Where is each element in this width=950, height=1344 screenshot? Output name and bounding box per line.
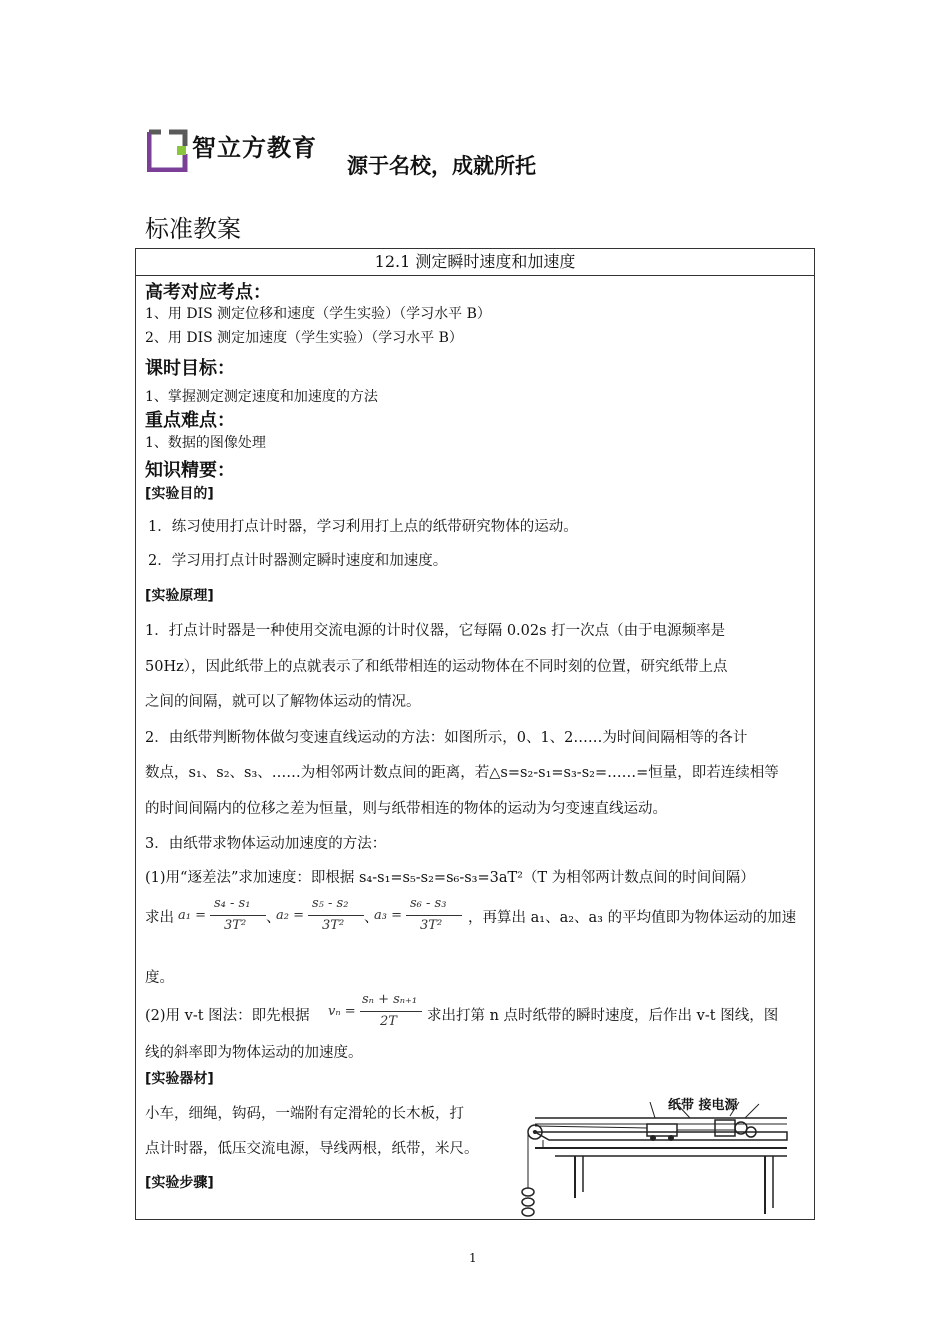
purpose-item: 2．学习用打点计时器测定瞬时速度和加速度。 bbox=[148, 553, 448, 569]
equipment-line: 点计时器，低压交流电源，导线两根，纸带，米尺。 bbox=[145, 1141, 479, 1157]
knowledge-heading: 知识精要： bbox=[145, 460, 235, 481]
goal-heading: 课时目标： bbox=[145, 358, 235, 379]
apparatus-figure bbox=[515, 1088, 795, 1220]
method2-suffix: 求出打第 n 点时纸带的瞬时速度，后作出 v-t 图线，图 bbox=[427, 1008, 779, 1024]
principle-p2-line: 的时间间隔内的位移之差为恒量，则与纸带相连的物体的运动为匀变速直线运动。 bbox=[145, 801, 667, 817]
formula-vn-num: sₙ + sₙ₊₁ bbox=[362, 992, 418, 1007]
slogan: 源于名校，成就所托 bbox=[347, 154, 536, 178]
formula-a2-den: 3T² bbox=[322, 918, 345, 933]
method2-line2: 线的斜率即为物体运动的加速度。 bbox=[145, 1045, 363, 1061]
logo-text: 智立方教育 bbox=[192, 134, 317, 162]
method1-prefix: 求出 bbox=[145, 910, 174, 926]
equipment-line: 小车，细绳，钩码，一端附有定滑轮的长木板，打 bbox=[145, 1106, 464, 1122]
figure-labels: 纸带 接电源 bbox=[668, 1098, 738, 1113]
formula-vn bbox=[328, 992, 424, 1036]
goal-item: 1、掌握测定测定速度和加速度的方法 bbox=[145, 389, 378, 405]
purpose-item: 1．练习使用打点计时器，学习利用打上点的纸带研究物体的运动。 bbox=[148, 519, 578, 535]
principle-p3: 3．由纸带求物体运动加速度的方法： bbox=[145, 836, 387, 852]
formula-sep: 、 bbox=[266, 910, 281, 926]
formula-a2 bbox=[276, 896, 366, 940]
steps-heading: [实验步骤] bbox=[145, 1175, 214, 1191]
principle-p1-line: 50Hz），因此纸带上的点就表示了和纸带相连的运动物体在不同时刻的位置，研究纸带上点 bbox=[145, 659, 728, 675]
method1-end: 度。 bbox=[145, 970, 174, 986]
formula-a3-den: 3T² bbox=[420, 918, 443, 933]
purpose-heading: [实验目的] bbox=[145, 486, 214, 502]
key-item: 1、数据的图像处理 bbox=[145, 435, 266, 451]
lesson-title: 12.1 测定瞬时速度和加速度 bbox=[135, 248, 815, 276]
principle-heading: [实验原理] bbox=[145, 588, 214, 604]
principle-p2-line: 2．由纸带判断物体做匀变速直线运动的方法：如图所示，0、1、2……为时间间隔相等的各计 bbox=[145, 730, 748, 746]
method1-line: (1)用“逐差法”求加速度：即根据 s₄-s₁=s₅-s₂=s₆-s₃=3aT²（T 为相邻两计数点间的时间间隔） bbox=[145, 870, 755, 886]
doc-type: 标准教案 bbox=[145, 215, 241, 243]
formula-a1-num: s₄ - s₁ bbox=[214, 896, 251, 911]
fraction-bar bbox=[360, 1011, 422, 1012]
formula-sep: 、 bbox=[364, 910, 379, 926]
formula-a1-lhs: a₁ = bbox=[178, 908, 206, 923]
formula-a3 bbox=[374, 896, 466, 940]
formula-vn-lhs: vₙ = bbox=[328, 1004, 356, 1019]
formula-a2-lhs: a₂ = bbox=[276, 908, 304, 923]
fraction-bar bbox=[308, 915, 364, 916]
gaokao-heading: 高考对应考点： bbox=[145, 282, 271, 303]
equipment-heading: [实验器材] bbox=[145, 1071, 214, 1087]
method1-suffix: ，再算出 a₁、a₂、a₃ 的平均值即为物体运动的加速 bbox=[468, 910, 797, 926]
key-heading: 重点难点： bbox=[145, 410, 235, 431]
formula-a3-lhs: a₃ = bbox=[374, 908, 402, 923]
logo-mark bbox=[147, 128, 191, 172]
formula-a1-den: 3T² bbox=[224, 918, 247, 933]
principle-p1-line: 之间的间隔，就可以了解物体运动的情况。 bbox=[145, 694, 421, 710]
method2-prefix: (2)用 v-t 图法：即先根据 bbox=[145, 1008, 310, 1024]
gaokao-item: 2、用 DIS 测定加速度（学生实验）（学习水平 B） bbox=[145, 330, 463, 346]
page-number: 1 bbox=[469, 1251, 477, 1265]
formula-a1 bbox=[178, 896, 268, 940]
gaokao-item: 1、用 DIS 测定位移和速度（学生实验）（学习水平 B） bbox=[145, 306, 491, 322]
fraction-bar bbox=[210, 915, 266, 916]
formula-a2-num: s₅ - s₂ bbox=[312, 896, 349, 911]
fraction-bar bbox=[406, 915, 462, 916]
formula-a3-num: s₆ - s₃ bbox=[410, 896, 447, 911]
principle-p1-line: 1．打点计时器是一种使用交流电源的计时仪器，它每隔 0.02s 打一次点（由于电源频率是 bbox=[145, 623, 726, 639]
formula-vn-den: 2T bbox=[380, 1014, 397, 1029]
principle-p2-line: 数点，s₁、s₂、s₃、……为相邻两计数点间的距离，若△s=s₂-s₁=s₃-s₂=……=恒量，即若连续相等 bbox=[145, 765, 779, 781]
